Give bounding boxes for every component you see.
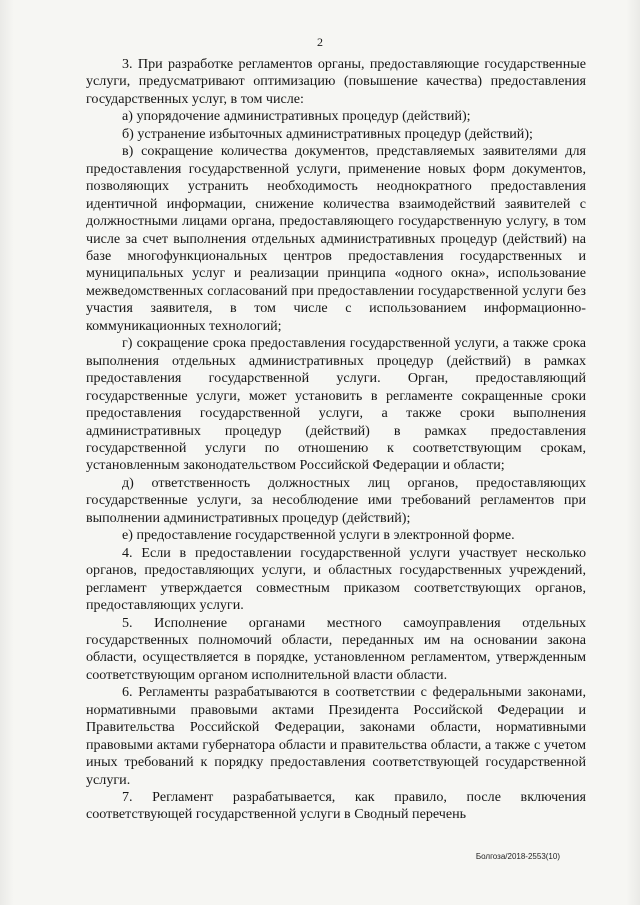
paragraph-7: 7. Регламент разрабатывается, как правило, после включения соответствующей государственной услуги в Сводный перечень [86, 789, 586, 823]
scan-shadow-left [0, 0, 14, 905]
paragraph-3-intro: 3. При разработке регламентов органы, предоставляющие государственные услуги, предусматривают оптимизацию (повышение качества) предоставления государственных услуг, в том числе: [86, 56, 586, 107]
paragraph-3a: а) упорядочение административных процедур (действий); [122, 108, 471, 125]
document-registration-code: Болгоза/2018-2553(10) [475, 852, 560, 861]
paragraph-5: 5. Исполнение органами местного самоуправления отдельных государственных полномочий области, переданных им на основании закона области, осуществляется в порядке, установленном регламентом, утвержденным соответствующим органом исполнительной власти области. [86, 614, 586, 683]
paragraph-3b: б) устранение избыточных административных процедур (действий); [122, 125, 533, 142]
paragraph-4: 4. Если в предоставлении государственной услуги участвует несколько органов, предоставляющих услуги, и областных государственных учреждений, регламент утверждается совместным приказом соответствующих органов, предоставляющих услуги. [86, 544, 586, 614]
page-number: 2 [317, 35, 323, 49]
paragraph-3e: е) предоставление государственной услуги в электронной форме. [122, 527, 515, 544]
paragraph-3g: г) сокращение срока предоставления государственной услуги, а также срока выполнения отдельных административных процедур (действий) в рамках предоставления государственной услуги. Орган, предоставляющий государственные услуги, может установить в регламенте сокращенные сроки предоставления государственной услуги, а также сроки выполнения административных процедур (действий) в рамках предоставления государственной услуги по отношению к соответствующим срокам, установленным законодательством Российской Федерации и области; [86, 335, 586, 474]
paragraph-3v: в) сокращение количества документов, представляемых заявителями для предоставления государственной услуги, применение новых форм документов, позволяющих устранить необходимость неоднократного предоставления идентичной информации, снижение количества взаимодействий заявителей с должностными лицами органа, предоставляющего государственную услугу, в том числе за счет выполнения отдельных административных процедур (действий) на базе многофункциональных центров предоставления государственных и муниципальных услуг и реализации принципа «одного окна», использование межведомственных согласований при предоставлении государственной услуги без участия заявителя, в том числе с использованием информационно-коммуникационных технологий; [86, 143, 586, 334]
scan-shadow-right [626, 0, 640, 905]
paragraph-3d: д) ответственность должностных лиц органов, предоставляющих государственные услуги, за несоблюдение ими требований регламентов при выполнении административных процедур (действий); [86, 474, 586, 526]
document-body [86, 56, 586, 824]
paragraph-6: 6. Регламенты разрабатываются в соответствии с федеральными законами, нормативными правовыми актами Президента Российской Федерации и Правительства Российской Федерации, законами области, нормативными правовыми актами губернатора области и правительства области, а также с учетом иных требований к порядку предоставления соответствующей государственной услуги. [86, 684, 586, 788]
